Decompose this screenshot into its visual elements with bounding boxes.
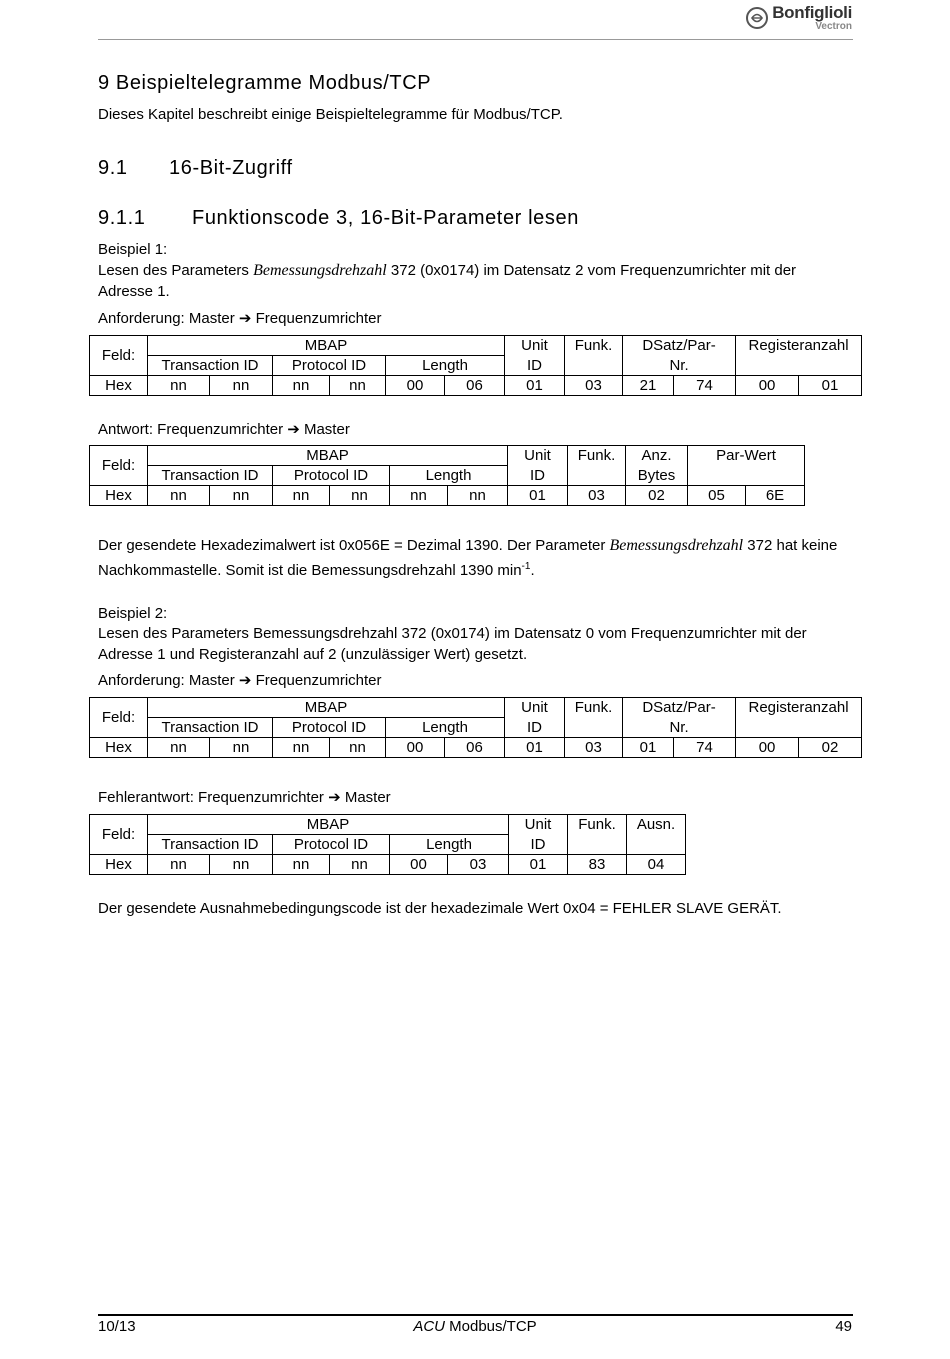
example-1-request-label: Anforderung: Master ➔ Frequenzumrichter: [98, 310, 382, 327]
protocol-id-header: Protocol ID: [273, 718, 386, 738]
hex-cell: 00: [386, 738, 445, 758]
unit-header: Unit: [508, 446, 568, 466]
hex-cell: nn: [210, 855, 273, 875]
brand-logo: [746, 4, 852, 32]
hex-cell: 6E: [746, 486, 805, 506]
error-response-table: [89, 814, 686, 875]
example-1-result: Der gesendete Hexadezimalwert ist 0x056E = Dezimal 1390. Der Parameter Bemessungsdrehzahl 372 hat keine Nachkommastelle. Somit ist die Bemessungsdrehzahl 1390 $\min^{-1}$.: [98, 537, 838, 579]
length-header: Length: [390, 835, 509, 855]
bytes-header: Bytes: [626, 466, 688, 486]
unit-id-header: ID: [505, 718, 565, 738]
request-table-2: [89, 697, 862, 758]
hex-cell: nn: [210, 376, 273, 396]
hex-cell: nn: [330, 855, 390, 875]
hex-cell: 03: [448, 855, 509, 875]
hex-cell: 02: [626, 486, 688, 506]
hex-cell: 06: [445, 738, 505, 758]
hex-cell: 00: [736, 376, 799, 396]
hex-cell: 01: [505, 738, 565, 758]
hex-cell: 03: [565, 376, 623, 396]
protocol-id-header: Protocol ID: [273, 835, 390, 855]
mbap-header: MBAP: [148, 698, 505, 718]
hex-cell: nn: [210, 486, 273, 506]
hex-cell: nn: [390, 486, 448, 506]
hex-cell: nn: [210, 738, 273, 758]
request-table-1: [89, 335, 862, 396]
example-1-label: Beispiel 1:: [98, 241, 168, 258]
hex-label: Hex: [90, 855, 148, 875]
hex-cell: nn: [330, 738, 386, 758]
funk-header: Funk.: [565, 698, 623, 738]
hex-label: Hex: [90, 486, 148, 506]
section-title: [98, 157, 293, 180]
hex-cell: 01: [508, 486, 568, 506]
example-2-request-label: Anforderung: Master ➔ Frequenzumrichter: [98, 672, 382, 689]
example-2-error-label: Fehlerantwort: Frequenzumrichter ➔ Master: [98, 789, 391, 806]
anz-header: Anz.: [626, 446, 688, 466]
transaction-id-header: Transaction ID: [148, 835, 273, 855]
response-table-1: [89, 445, 805, 506]
protocol-id-header: Protocol ID: [273, 466, 390, 486]
unit-header: Unit: [509, 815, 568, 835]
hex-cell: 00: [390, 855, 448, 875]
footer-title: ACU Modbus/TCP: [413, 1318, 537, 1335]
unit-header: Unit: [505, 698, 565, 718]
feld-label: Feld:: [90, 446, 148, 486]
length-header: Length: [386, 356, 505, 376]
hex-cell: nn: [273, 376, 330, 396]
funk-header: Funk.: [568, 446, 626, 486]
subsection-name: Funktionscode 3, 16-Bit-Parameter lesen: [192, 207, 579, 229]
dsatz-header: DSatz/Par-: [623, 336, 736, 356]
hex-cell: nn: [448, 486, 508, 506]
transaction-id-header: Transaction ID: [148, 356, 273, 376]
example-1-text: Lesen des Parameters Bemessungsdrehzahl 372 (0x0174) im Datensatz 2 vom Frequenzumrichter mit der Adresse 1.: [98, 262, 797, 300]
hex-cell: 21: [623, 376, 674, 396]
dsatz-header: DSatz/Par-: [623, 698, 736, 718]
hex-cell: nn: [273, 486, 330, 506]
hex-cell: 06: [445, 376, 505, 396]
length-header: Length: [386, 718, 505, 738]
funk-header: Funk.: [568, 815, 627, 855]
feld-label: Feld:: [90, 698, 148, 738]
brand-sub: Vectron: [815, 21, 852, 32]
hex-label: Hex: [90, 376, 148, 396]
hex-cell: 02: [799, 738, 862, 758]
example-1-response-label: Antwort: Frequenzumrichter ➔ Master: [98, 421, 350, 438]
hex-cell: 00: [386, 376, 445, 396]
mbap-header: MBAP: [148, 446, 508, 466]
param-name: Bemessungsdrehzahl: [609, 537, 744, 554]
hex-cell: 04: [627, 855, 686, 875]
protocol-id-header: Protocol ID: [273, 356, 386, 376]
transaction-id-header: Transaction ID: [148, 718, 273, 738]
hex-cell: nn: [273, 738, 330, 758]
hex-cell: nn: [330, 376, 386, 396]
hex-cell: 74: [674, 738, 736, 758]
hex-cell: nn: [273, 855, 330, 875]
example-2-result: Der gesendete Ausnahmebedingungscode ist der hexadezimale Wert 0x04 = FEHLER SLAVE GERÄT.: [98, 900, 782, 917]
chapter-title: 9 Beispieltelegramme Modbus/TCP: [98, 72, 432, 94]
hex-cell: nn: [148, 486, 210, 506]
hex-cell: 05: [688, 486, 746, 506]
example-2-text: Lesen des Parameters Bemessungsdrehzahl 372 (0x0174) im Datensatz 0 vom Frequenzumrichter mit der Adresse 1 und Registeranzahl auf 2 (unzulässiger Wert) gesetzt.: [98, 625, 807, 663]
hex-cell: nn: [148, 376, 210, 396]
header-rule: [98, 39, 853, 40]
example-2-label: Beispiel 2:: [98, 605, 168, 622]
hex-cell: 00: [736, 738, 799, 758]
hex-cell: nn: [148, 738, 210, 758]
unit-id-header: ID: [508, 466, 568, 486]
hex-cell: 03: [568, 486, 626, 506]
subsection-title: [98, 207, 579, 230]
chapter-intro: Dieses Kapitel beschreibt einige Beispieltelegramme für Modbus/TCP.: [98, 106, 563, 123]
unit-id-header: ID: [509, 835, 568, 855]
mbap-header: MBAP: [148, 815, 509, 835]
nr-header: Nr.: [623, 356, 736, 376]
par-wert-header: Par-Wert: [688, 446, 805, 486]
page-number: 49: [835, 1318, 852, 1335]
hex-cell: 74: [674, 376, 736, 396]
hex-cell: 01: [509, 855, 568, 875]
hex-cell: nn: [330, 486, 390, 506]
section-number: 9.1: [98, 157, 128, 179]
registeranzahl-header: Registeranzahl: [736, 336, 862, 376]
registeranzahl-header: Registeranzahl: [736, 698, 862, 738]
hex-cell: nn: [148, 855, 210, 875]
footer-rule: [98, 1314, 853, 1316]
transaction-id-header: Transaction ID: [148, 466, 273, 486]
unit-id-header: ID: [505, 356, 565, 376]
nr-header: Nr.: [623, 718, 736, 738]
bonfiglioli-logo-icon: [746, 7, 768, 29]
feld-label: Feld:: [90, 336, 148, 376]
mbap-header: MBAP: [148, 336, 505, 356]
brand-name: Bonfiglioli: [772, 3, 852, 22]
hex-cell: 03: [565, 738, 623, 758]
hex-cell: 01: [799, 376, 862, 396]
hex-label: Hex: [90, 738, 148, 758]
unit-header: Unit: [505, 336, 565, 356]
param-name: Bemessungsdrehzahl: [253, 262, 387, 279]
footer-date: 10/13: [98, 1318, 136, 1335]
feld-label: Feld:: [90, 815, 148, 855]
hex-cell: 01: [623, 738, 674, 758]
hex-cell: 83: [568, 855, 627, 875]
subsection-number: 9.1.1: [98, 207, 146, 229]
ausn-header: Ausn.: [627, 815, 686, 855]
funk-header: Funk.: [565, 336, 623, 376]
section-name: 16-Bit-Zugriff: [169, 157, 293, 179]
hex-cell: 01: [505, 376, 565, 396]
length-header: Length: [390, 466, 508, 486]
